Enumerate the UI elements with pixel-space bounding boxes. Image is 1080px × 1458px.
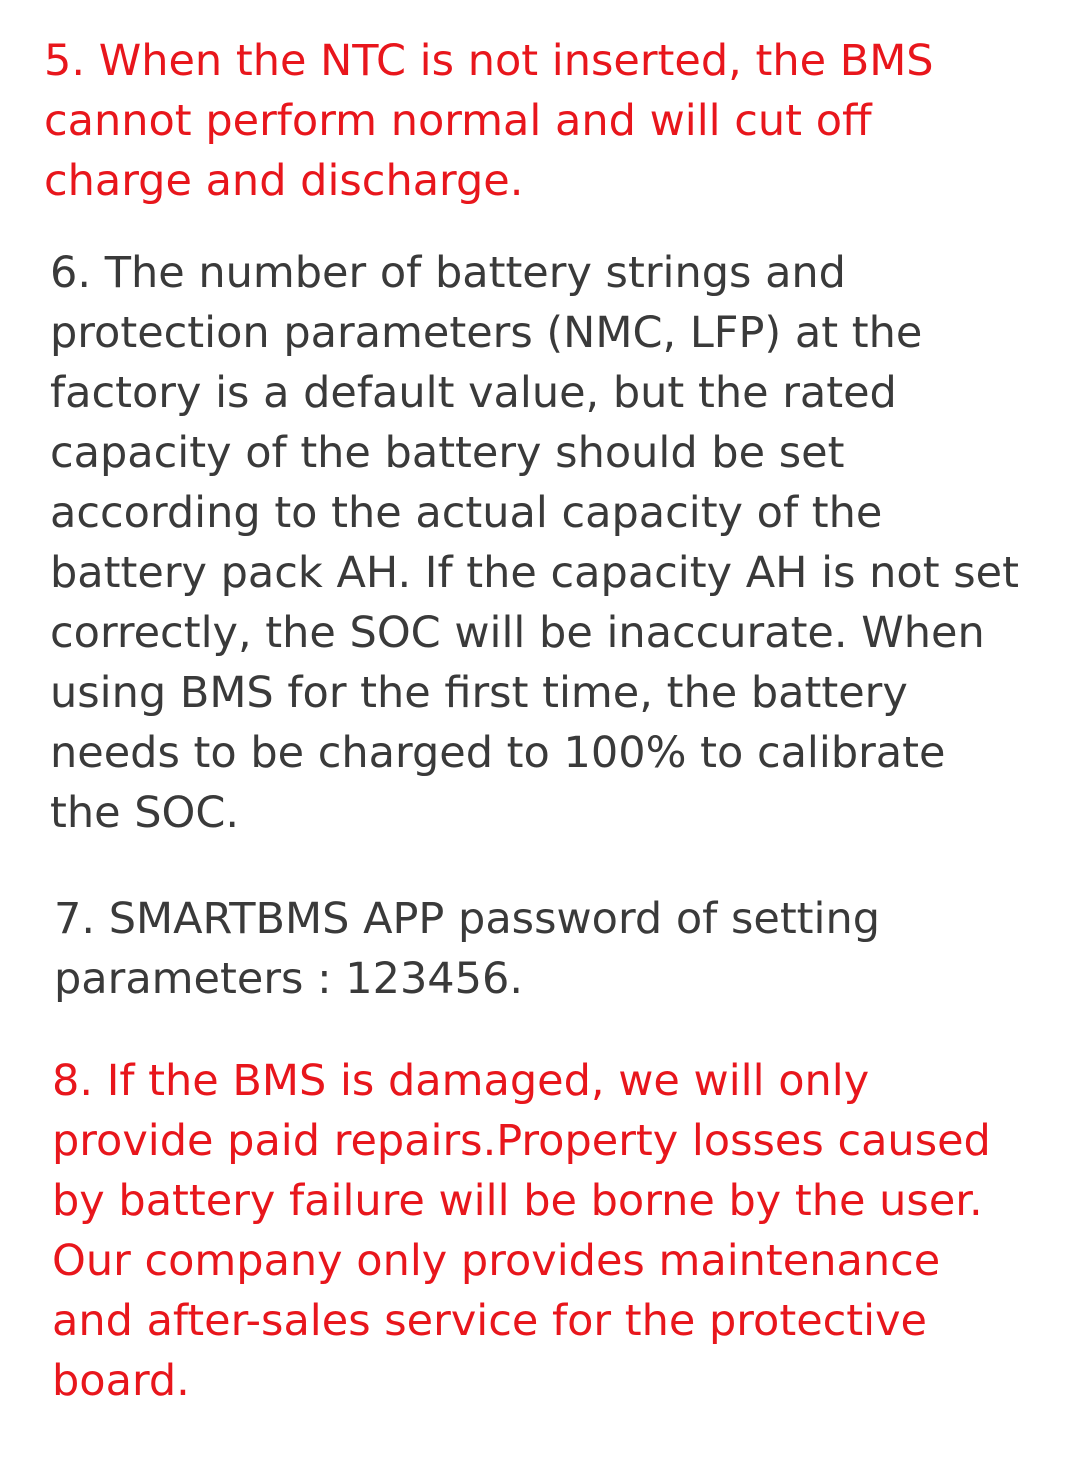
note-line: capacity of the battery should be set <box>50 428 845 478</box>
note-line: 7. SMARTBMS APP password of setting <box>54 894 881 944</box>
note-line: cannot perform normal and will cut off <box>44 96 872 146</box>
note-line: protection parameters (NMC, LFP) at the <box>50 308 923 358</box>
note-line: board. <box>52 1356 190 1406</box>
note-line: correctly, the SOC will be inaccurate. When <box>50 608 985 658</box>
note-7-app-password <box>54 889 880 1009</box>
note-line: battery pack AH. If the capacity AH is not set <box>50 548 1019 598</box>
note-line: by battery failure will be borne by the user. <box>52 1176 983 1226</box>
note-line: the SOC. <box>50 788 240 838</box>
note-5-ntc-warning <box>44 31 934 211</box>
note-line: using BMS for the first time, the battery <box>50 668 908 718</box>
note-line: 5. When the NTC is not inserted, the BMS <box>44 36 934 86</box>
note-line: provide paid repairs.Property losses caused <box>52 1116 991 1166</box>
note-6-capacity-setting <box>50 243 1019 843</box>
note-line: Our company only provides maintenance <box>52 1236 941 1286</box>
note-line: 6. The number of battery strings and <box>50 248 846 298</box>
note-8-repair-policy <box>52 1051 991 1411</box>
note-line: and after-sales service for the protective <box>52 1296 928 1346</box>
note-line: charge and discharge. <box>44 156 524 206</box>
note-line: according to the actual capacity of the <box>50 488 883 538</box>
note-line: factory is a default value, but the rated <box>50 368 897 418</box>
note-line: needs to be charged to 100% to calibrate <box>50 728 946 778</box>
note-line: parameters : 123456. <box>54 954 524 1004</box>
note-line: 8. If the BMS is damaged, we will only <box>52 1056 870 1106</box>
